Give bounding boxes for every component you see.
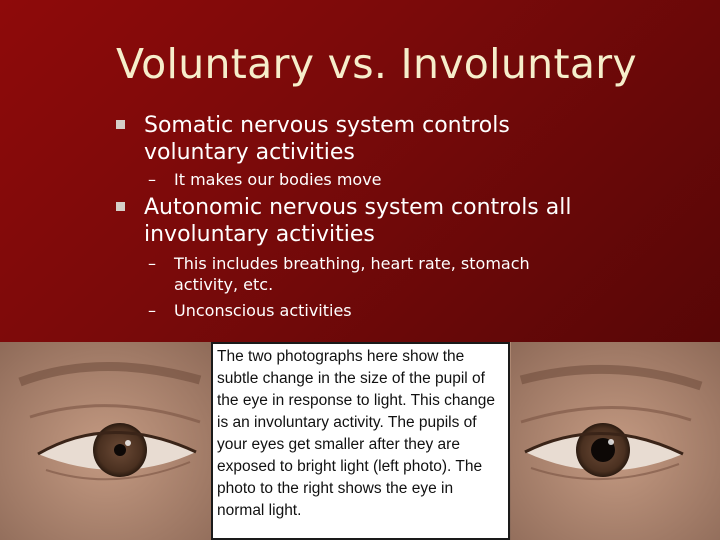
dash-marker: – bbox=[148, 170, 156, 189]
subitem-breathing bbox=[148, 253, 608, 297]
subitem-bodies-move bbox=[148, 169, 608, 191]
square-bullet-icon bbox=[116, 120, 125, 129]
bullet-somatic bbox=[116, 112, 636, 172]
subitem-text: Unconscious activities bbox=[174, 301, 352, 320]
dash-marker: – bbox=[148, 254, 156, 273]
square-bullet-icon bbox=[116, 202, 125, 211]
subitem-text: This includes breathing, heart rate, stomach activity, etc. bbox=[174, 254, 530, 294]
subitem-text: It makes our bodies move bbox=[174, 170, 382, 189]
bullet-text: Somatic nervous system controls voluntary activities bbox=[144, 113, 510, 165]
dash-marker: – bbox=[148, 301, 156, 320]
photo-caption: The two photographs here show the subtle change in the size of the pupil of the eye in response to light. This change is an involuntary activity. The pupils of your eyes get smaller after they are exposed to bright light (left photo). The photo to the right shows the eye in normal light. bbox=[211, 342, 510, 540]
eye-photo-normal-light bbox=[511, 342, 720, 540]
eye-photo-bright-light bbox=[0, 342, 212, 540]
bullet-text: Autonomic nervous system controls all involuntary activities bbox=[144, 195, 572, 247]
subitem-unconscious bbox=[148, 300, 608, 322]
slide-title: Voluntary vs. Involuntary bbox=[116, 40, 637, 88]
bullet-autonomic bbox=[116, 194, 636, 254]
